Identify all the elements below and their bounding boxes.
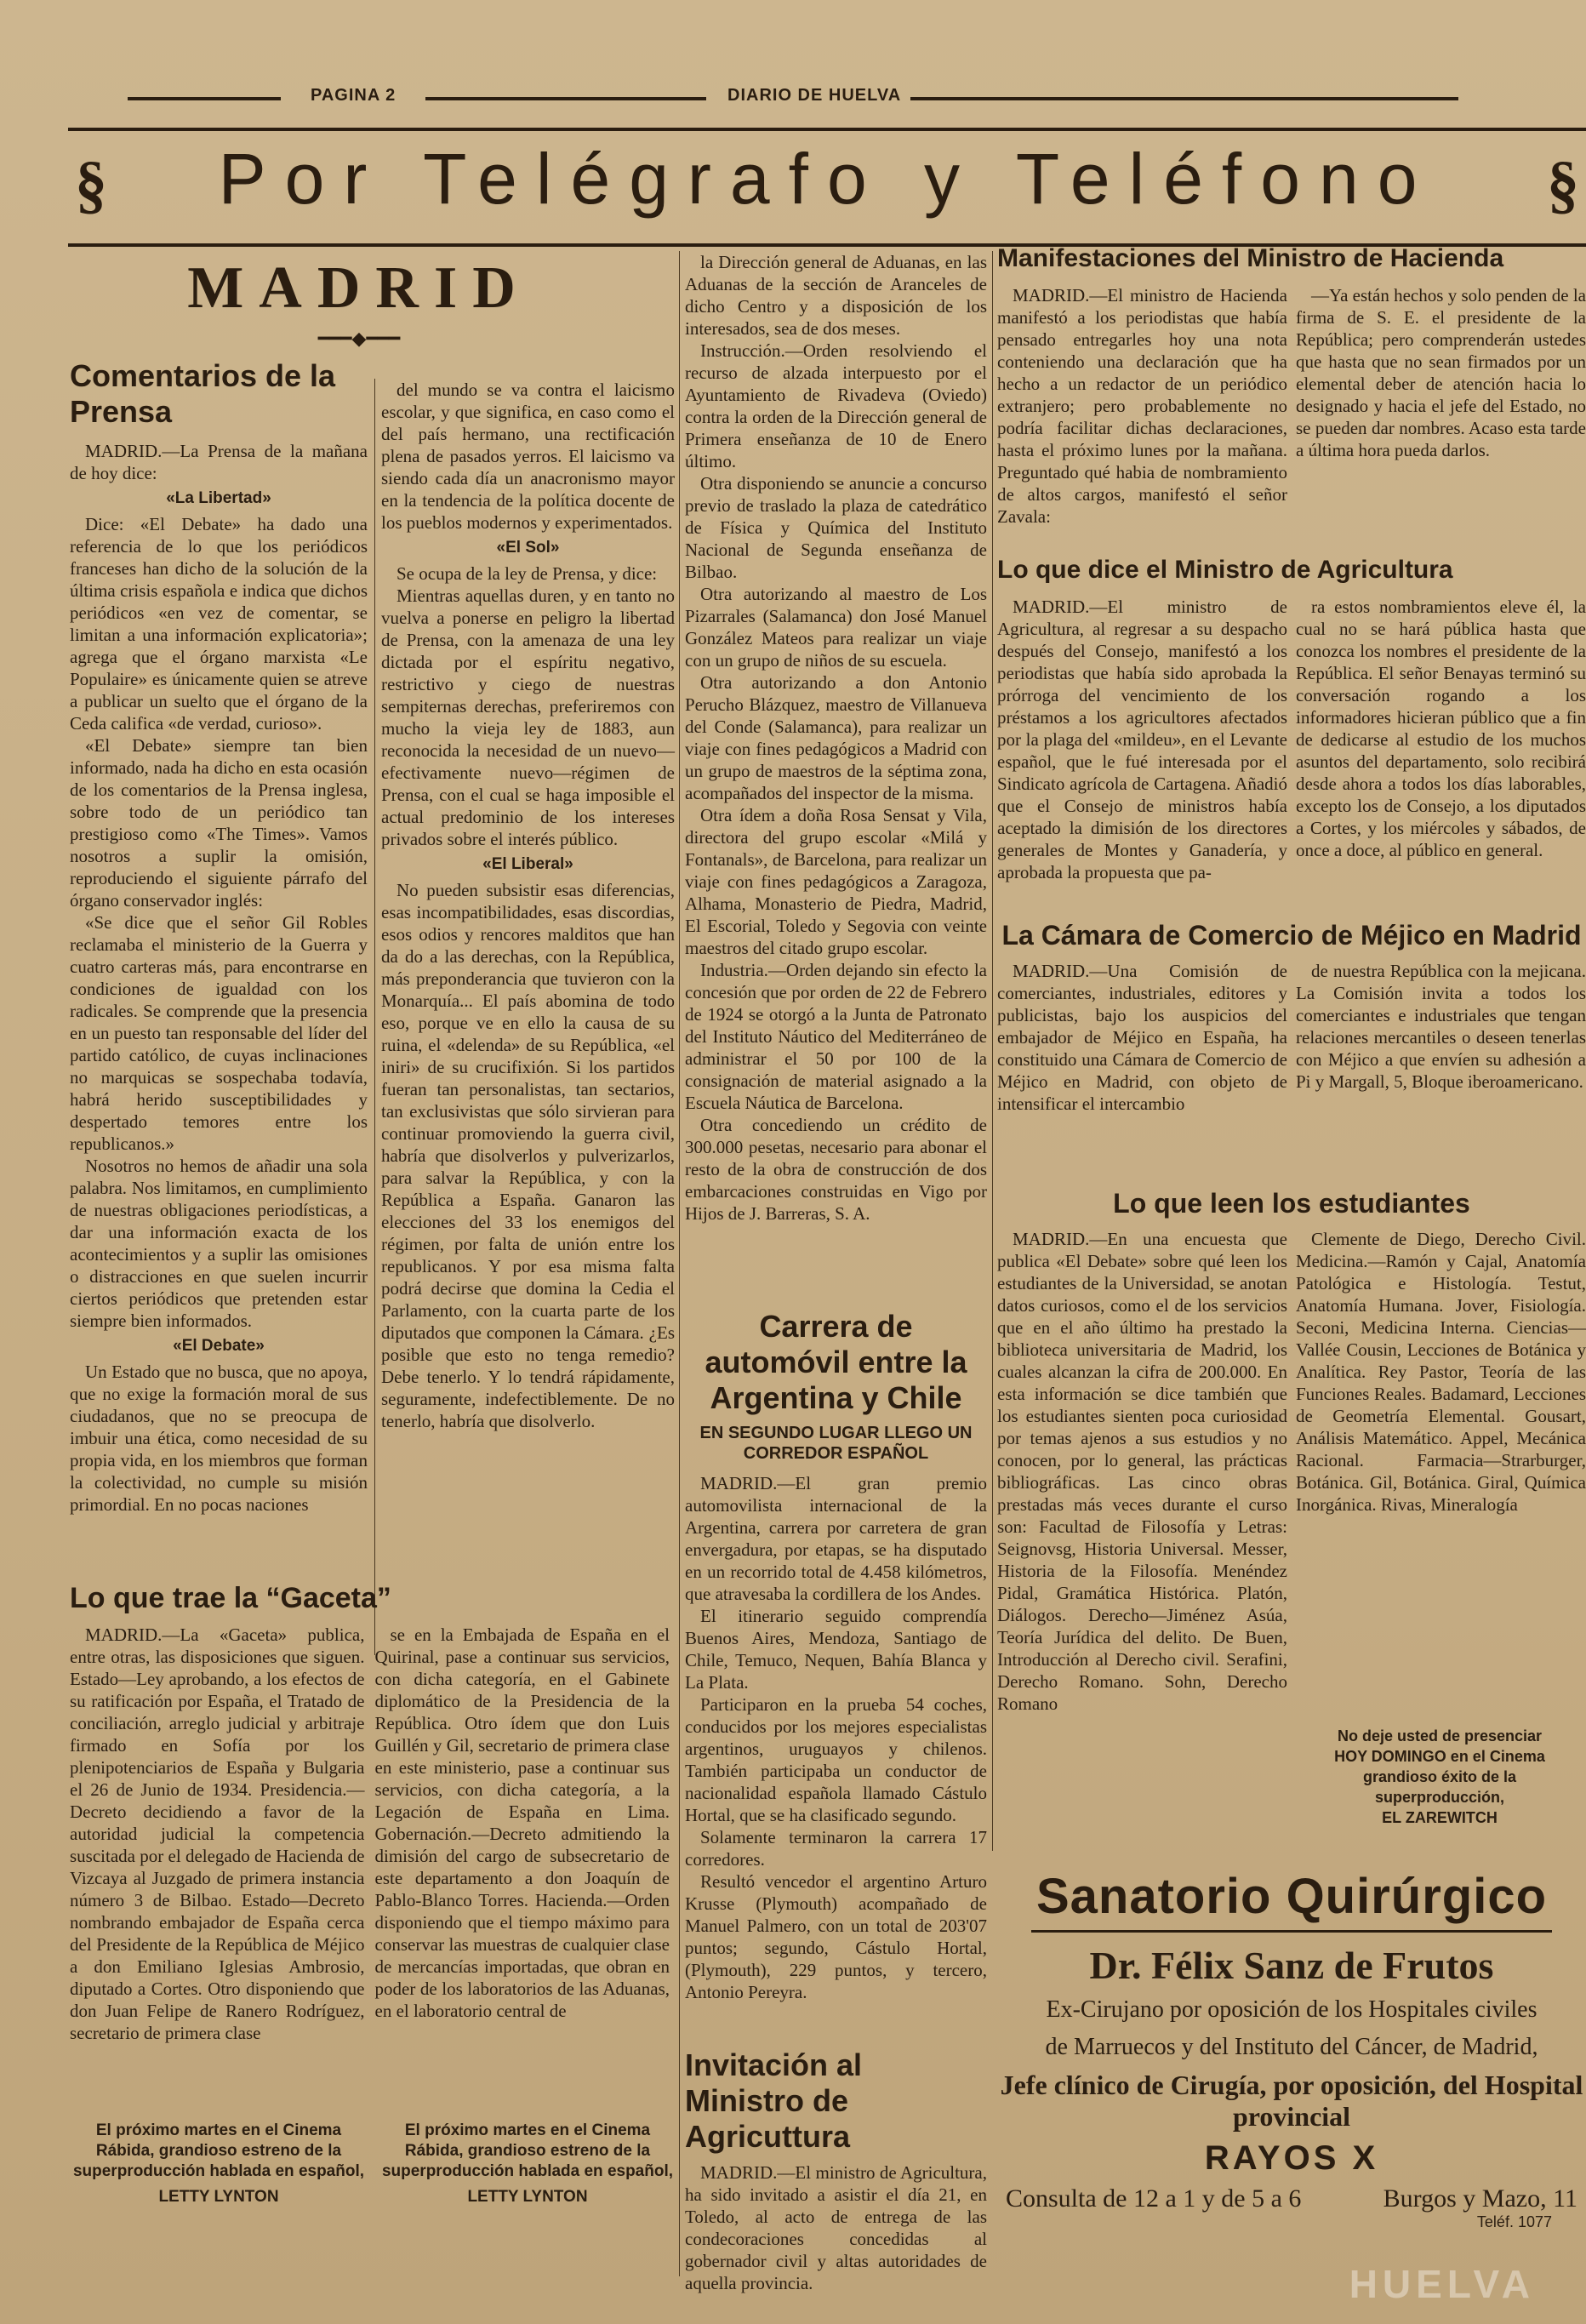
article-paragraph: Resultó vencedor el argentino Arturo Krusse (Plymouth) acompañado de Manuel Palmero, con un total de 203'07 puntos; segundo, Cástulo Hortal, (Plymouth), 229 puntos, y tercero, Antonio Pereyra. [685, 1871, 987, 2002]
hacienda-article [997, 238, 1586, 528]
promo-film: LETTY LYNTON [467, 2188, 588, 2206]
article-paragraph: No pueden subsistir esas diferencias, esas incompatibilidades, esas discordias, esos odios y rencores malditos que han da do a las derechas, con la República, más preponderancia que tuvieron con la Monarquía... El país abomina de todo eso, porque ve en ello la causa de su ruina, el «delenda» de su República, «el iniri» de su crucifixión. Si los partidos fueran tan personalistas, tan sectarios, tan exclusivistas que sólo sirvieran para continuar promoviendo la guerra civil, habría que disolverlos y pulverizarlos, para salvar la República, y con la República a España. Ganaron las elecciones del 33 los enemigos del régimen, por falta de unión entre los republicanos. Y por esa misma falta podrá decirse que domina la Cedia el Parlamento, con la cuarta parte de los diputados que componen la Cámara. ¿Es posible que esto no tenga remedio? Debe tenerlo. Y lo tendrá rápidamente, seguramente, indefectiblemente. De no tenerlo, habría que disolverlo. [381, 880, 675, 1431]
column-divider [992, 251, 993, 1851]
ornament-right-icon: § [1547, 149, 1579, 220]
article-paragraph: Nosotros no hemos de añadir una sola palabra. Nos limitamos, en cumplimiento de nuestras obligaciones periodísticas, a dar una información exacta de los acontecimientos y a suplir las omisiones o distracciones en que suelen incurrir ciertos periódicos que pretenden estar siempre bien informados. [70, 1156, 368, 1331]
ad-title: Sanatorio Quirúrgico [1035, 1869, 1548, 1924]
promo-film: EL ZAREWITCH [1382, 1809, 1498, 1826]
agricultura-article [997, 545, 1586, 883]
ad-address: Burgos y Mazo, 11 [1383, 2184, 1577, 2213]
ad-rayos: RAYOS X [1204, 2139, 1379, 2177]
article-headline: Lo que trae la “Gaceta” [70, 1582, 391, 1614]
article-paragraph: Otra autorizando al maestro de Los Pizarrales (Salamanca) don José Manuel González Mateos para realizar un viaje con un grupo de niños de su escuela. [685, 584, 987, 671]
article-paragraph: Otra autorizando a don Antonio Perucho Blázquez, maestro de Villanueva del Conde (Salamanca), para realizar un viaje con fines pedagógicos a Madrid con un grupo de maestros de la séptima zona, acompañados del inspector de la misma. [685, 672, 987, 803]
article-paragraph: de nuestra República con la mejicana. La Comisión invita a todos los comerciantes e industriales que tengan relaciones mercantiles o deseen tenerlas con Méjico a que envíen su adhesión a Pi y Margall, 5, Bloque iberoamericano. [1296, 961, 1586, 1092]
article-paragraph: MADRID.—El ministro de Agricultura, al regresar a su despacho después del Consejo, manifestó a los periodistas que había sido aprobada la prórroga del vencimiento de los préstamos a los agricultores afectados por la plaga del «mildeu», en el Levante español, que le fué interesada por el Sindicato agrícola de Cartagena. Añadió que el Consejo de ministros había aceptado la dimisión de los directores generales de Montes y Ganadería, y aprobada la propuesta que pa- [997, 597, 1287, 882]
promo-line: HOY DOMINGO en el Cinema [1334, 1748, 1545, 1765]
column-3 [685, 251, 987, 1225]
article-paragraph: Mientras aquellas duren, y en tanto no vuelva a ponerse en peligro la libertad de Prensa, con la amenaza de una ley dictada por el espíritu negativo, restrictivo y ciego de nuestras sempiternas derechas, preferiremos con mucho la vieja ley de 1883, aun reconocida la necesidad de un nuevo—efectivamente nuevo—régimen de Prensa, con el cual se haga imposible el actual predominio de los intereses privados sobre el interés público. [381, 585, 675, 849]
paper-title: DIARIO DE HUELVA [727, 86, 902, 105]
article-paragraph: MADRID.—El ministro de Agricultura, ha sido invitado a asistir el día 21, en Toledo, al acto de entrega de las condecoraciones concedidas al gobernador civil y altas autoridades de aquella provincia. [685, 2162, 987, 2293]
invitacion-article [685, 2041, 987, 2294]
article-paragraph: ra estos nombramientos eleve él, la cual no se hará pública hasta que conozca los nombres el presidente de la República. El señor Benayas terminó su conversación rogando a los informadores hicieran público que a fin de dedicarse al estudio de los muchos asuntos del departamento, solo recibirá desde ahora a todos los días laborables, excepto los de Consejo, a los diputados a Cortes, y los miércoles y sábados, de once a doce, al público en general. [1296, 597, 1586, 860]
promo-text: El próximo martes en el Cinema Rábida, grandioso estreno de la superproducción hablada en español, [381, 2121, 674, 2180]
promo-text: El próximo martes en el Cinema Rábida, grandioso estreno de la superproducción hablada en español, [72, 2121, 365, 2180]
article-paragraph: MADRID.—La Prensa de la mañana de hoy dice: [70, 441, 368, 483]
column-divider [679, 251, 680, 2276]
cinema-promo-right [379, 2121, 676, 2207]
header-rule-left [128, 97, 281, 100]
article-headline: Lo que leen los estudiantes [1113, 1188, 1470, 1219]
header-rule-right [910, 97, 1458, 100]
zarewitch-promo [1293, 1726, 1586, 1828]
article-subhead: EN SEGUNDO LUGAR LLEGO UN CORREDOR ESPAÑOL [699, 1424, 973, 1463]
sanatorio-ad [997, 1859, 1586, 2251]
article-paragraph: la Dirección general de Aduanas, en las Aduanas de la sección de Aranceles de dicho Centro y a disposición de los interesados, sea de dos meses. [685, 252, 987, 339]
promo-line: grandioso éxito de la [1362, 1768, 1517, 1785]
article-paragraph: Dice: «El Debate» ha dado una referencia de lo que los periódicos franceses han dicho de la solución de la última crisis española e indica que dichos periódicos «en vez de comentar, se limitan a una información explicatoria»; agrega que el órgano marxista «Le Populaire» es únicamente quien se atreve a publicar un suelto que el órgano de la Ceda califica «de verdad, curioso». [70, 514, 368, 734]
article-paragraph: —Ya están hechos y solo penden de la firma de S. E. el presidente de la República; pero comprenderán ustedes que hasta que no sean firmados por un elemental deber de atención hacia lo designado y hacia el jefe del Estado, no se pueden dar nombres. Acaso esta tarde a última hora pueda darlos. [1296, 285, 1586, 460]
article-paragraph: MADRID.—La «Gaceta» publica, entre otras, las disposiciones que siguen. Estado—Ley aprobando, a los efectos de su ratificación por España, el Tratado de conciliación, arreglo judicial y arbitraje firmado en Sofía por los plenipotenciarios de España y Bulgaria el 26 de Junio de 1934. Presidencia.—Decreto decidiendo a favor de la autoridad judicial la competencia suscitada por el delegado de Hacienda de Vizcaya al Juzgado de primera instancia número 3 de Bilbao. Estado—Decreto nombrando embajador de España cerca del Presidente de la República de Méjico a don Emiliano Iglesias Ambrosio, diputado a Cortes. Otro disponiendo que don Juan Felipe de Ranero Rodríguez, secretario de primera clase [70, 1625, 365, 2043]
subsection-title: «La Libertad» [166, 489, 271, 507]
article-paragraph: Otra ídem a doña Rosa Sensat y Vila, directora del grupo escolar «Milá y Fontanals», de Barcelona, para realizar un viaje con fines pedagógicos a Zaragoza, Alhama, Monasterio de Piedra, Madrid, El Escorial, Toledo y Segovia con veinte maestros del citado grupo escolar. [685, 805, 987, 958]
article-paragraph: MADRID.—Una Comisión de comerciantes, industriales, editores y publicistas, bajo los auspicios del embajador de Méjico en España, ha constituido una Cámara de Comercio de Méjico en Madrid, con objeto de intensificar el intercambio [997, 961, 1287, 1114]
ornament-left-icon: § [75, 149, 107, 220]
divider-ornament-icon: ━━━◆━━━ [317, 328, 401, 349]
banner-title: Por Telégrafo y Teléfono [218, 139, 1436, 219]
section-title: MADRID [187, 255, 531, 321]
article-paragraph: Otra concediendo un crédito de 300.000 pesetas, necesario para abonar el resto de la obra de construcción de dos embarcaciones construidas en Vigo por Hijos de J. Barreras, S. A. [685, 1115, 987, 1224]
promo-film: LETTY LYNTON [158, 2188, 279, 2206]
running-header [128, 82, 1458, 116]
promo-line: No deje usted de presenciar [1337, 1727, 1543, 1744]
article-paragraph: El itinerario seguido comprendía Buenos Aires, Mendoza, Santiago de Chile, Temuco, Nequen, Bahía Blanca y La Plata. [685, 1606, 987, 1693]
ad-credential: de Marruecos y del Instituto del Cáncer, de Madrid, [1045, 2034, 1538, 2060]
article-paragraph: Solamente terminaron la carrera 17 corredores. [685, 1827, 987, 1870]
article-paragraph: Industria.—Orden dejando sin efecto la concesión que por orden de 22 de Febrero de 1924 se otorgó a la Junta de Patronato del Instituto Náutico del Mediterráneo de administrar el 50 por 100 de la consignación de material asignado a la Escuela Náutica de Barcelona. [685, 960, 987, 1113]
ad-phone: Teléf. 1077 [1476, 2213, 1552, 2230]
column-2 [381, 379, 675, 1432]
article-paragraph: MADRID.—El gran premio automovilista internacional de la Argentina, carrera por carretera de gran envergadura, por etapas, se ha disputado en un recorrido total de 4.458 kilómetros, que atravesaba la cordillera de los Andes. [685, 1473, 987, 1604]
article-paragraph: Otra disponiendo se anuncie a concurso previo de traslado la plaza de catedrático de Física y Química del Instituto Nacional de Segunda enseñanza de Bilbao. [685, 473, 987, 582]
estudiantes-article [997, 1179, 1586, 1715]
archive-watermark: HUELVA [1349, 2262, 1535, 2306]
article-headline: Comentarios de la Prensa [70, 358, 336, 429]
article-headline: Carrera de automóvil entre la Argentina y Chile [705, 1309, 967, 1415]
banner [68, 128, 1586, 247]
ad-position: Jefe clínico de Cirugía, por oposición, del Hospital provincial [1000, 2070, 1583, 2132]
article-paragraph: «El Debate» siempre tan bien informado, nada ha dicho en esta ocasión de los comentarios de la Prensa inglesa, sobre todo de un periódico tan prestigioso como «The Times». Vamos nosotros a suplir la omisión, reproduciendo el siguiente párrafo del órgano conservador inglés: [70, 735, 368, 911]
subsection-title: «El Liberal» [482, 855, 573, 873]
article-paragraph: Clemente de Diego, Derecho Civil. Medicina.—Ramón y Cajal, Anatomía Patológica e Histología. Testut, Anatomía Humana. Jover, Fisiología. Seconi, Medicina Interna. Ciencias—Vallée Cousin, Lecciones de Botánica y Analítica. Rey Pastor, Teoría de las Funciones Reales. Badamard, Lecciones de Geometría Elemental. Gousart, Análisis Matemático. Appel, Mecánica Racional. Farmacia—Strarburger, Botánica. Gil, Botánica. Giral, Química Inorgánica. Rivas, Mineralogía [1296, 1229, 1586, 1515]
article-paragraph: Instrucción.—Orden resolviendo el recurso de alzada interpuesto por el Ayuntamiento de Rivadeva (Oviedo) contra la orden de la Dirección general de Primera enseñanza de 10 de Enero último. [685, 340, 987, 471]
cinema-promo-left [70, 2121, 368, 2207]
subsection-title: «El Debate» [173, 1337, 265, 1355]
article-paragraph: «Se dice que el señor Gil Robles reclamaba el ministerio de la Guerra y cuatro carteras más, para encontrarse en condiciones de igualdad con los radicales. Se comprende que la presencia en un puesto tan responsable del líder del partido católico, de cuyas inclinaciones no marquicas se sospechaba todavía, habrá herido susceptibilidades y despertado temores entre los republicanos.» [70, 912, 368, 1154]
carrera-article [685, 1302, 987, 2003]
column-divider [374, 379, 375, 1655]
promo-line: superproducción, [1374, 1789, 1504, 1806]
camara-article [997, 911, 1586, 1115]
ad-hours: Consulta de 12 a 1 y de 5 a 6 [1006, 2184, 1302, 2213]
page-number: PAGINA 2 [311, 86, 396, 105]
subsection-title: «El Sol» [496, 539, 560, 557]
ad-rule [1031, 1930, 1552, 1933]
ad-doctor: Dr. Félix Sanz de Frutos [1089, 1944, 1494, 1987]
article-paragraph: Se ocupa de la ley de Prensa, y dice: [396, 563, 658, 584]
ad-credential: Ex-Cirujano por oposición de los Hospitales civiles [1046, 1996, 1538, 2023]
gaceta-article [70, 1573, 670, 2044]
article-headline: Manifestaciones del Ministro de Hacienda [997, 244, 1504, 272]
article-paragraph: MADRID.—El ministro de Hacienda manifestó a los periodistas que había pensado entregarles hoy una nota conteniendo una declaración que ha hecho a un redactor de un periódico extranjero; pero probablemente no podría facilitar dichas declaraciones, hasta el próximo lunes por la mañana. Preguntado qué habia de nombramiento de altos cargos, manifestó el señor Zavala: [997, 285, 1287, 527]
article-paragraph: Un Estado que no busca, que no apoya, que no exige la formación moral de sus ciudadanos, que no se preocupa de imbuir una ética, como necesidad de su propia vida, en los miembros que forman la colectividad, no cumple su misión primordial. En no pocas naciones [70, 1362, 368, 1515]
article-paragraph: Participaron en la prueba 54 coches, conducidos por los mejores especialistas argentinos, uruguayos y chilenos. También participaba un conductor de nacionalidad española llamado Cástulo Hortal, que se ha clasificado segundo. [685, 1694, 987, 1825]
article-paragraph: MADRID.—En una encuesta que publica «El Debate» sobre qué leen los estudiantes de la Universidad, se anotan datos curiosos, como el de los servicios que en el año último ha prestado la biblioteca universitaria de Madrid, los cuales alcanzan la cifra de 200.000. En esta información se dice también que los estudiantes sienten poca curiosidad por temas ajenos a sus estudios y no conocen, por lo general, las prácticas bibliográficas. Las cinco obras prestadas más veces durante el curso son: Facultad de Filosofía y Letras: Seignovsg, Historia Universal. Messer, Historia de la Filosofía. Menéndez Pidal, Gramática Histórica. Platón, Diálogos. Derecho—Jiménez Asúa, Teoría Jurídica del delito. De Buen, Introducción al Derecho civil. Serafini, Derecho Romano. Sohn, Derecho Romano [997, 1229, 1287, 1714]
article-headline: La Cámara de Comercio de Méjico en Madrid [1001, 920, 1582, 951]
article-paragraph: del mundo se va contra el laicismo escolar, y que significa, en caso como el del país hermano, una rectificación plena de pasados yerros. El laicismo va siendo cada día un anacronismo mayor en la tendencia de la política docente de los pueblos modernos y experimentados. [381, 380, 675, 533]
article-headline: Invitación al Ministro de Agricuttura [685, 2047, 863, 2154]
article-headline: Lo que dice el Ministro de Agricultura [997, 556, 1453, 584]
article-paragraph: se en la Embajada de España en el Quirinal, pase a continuar sus servicios, con dicha categoría, en el Gabinete diplomático de la Presidencia de la República. Otro ídem que don Luis Guillén y Gil, secretario de primera clase en este ministerio, pase a continuar sus servicios, con dicha categoría, a la Legación de España en Lima. Gobernación.—Decreto admitiendo la dimisión del cargo de subsecretario de este departamento a don Joaquín de Pablo-Blanco Torres. Hacienda.—Orden disponiendo que el tiempo máximo para conservar las muestras de cualquier clase de mercancías importadas, que obran en poder de los laboratorios de las Aduanas, en el laboratorio central de [374, 1625, 670, 2021]
header-rule-mid [425, 97, 706, 100]
